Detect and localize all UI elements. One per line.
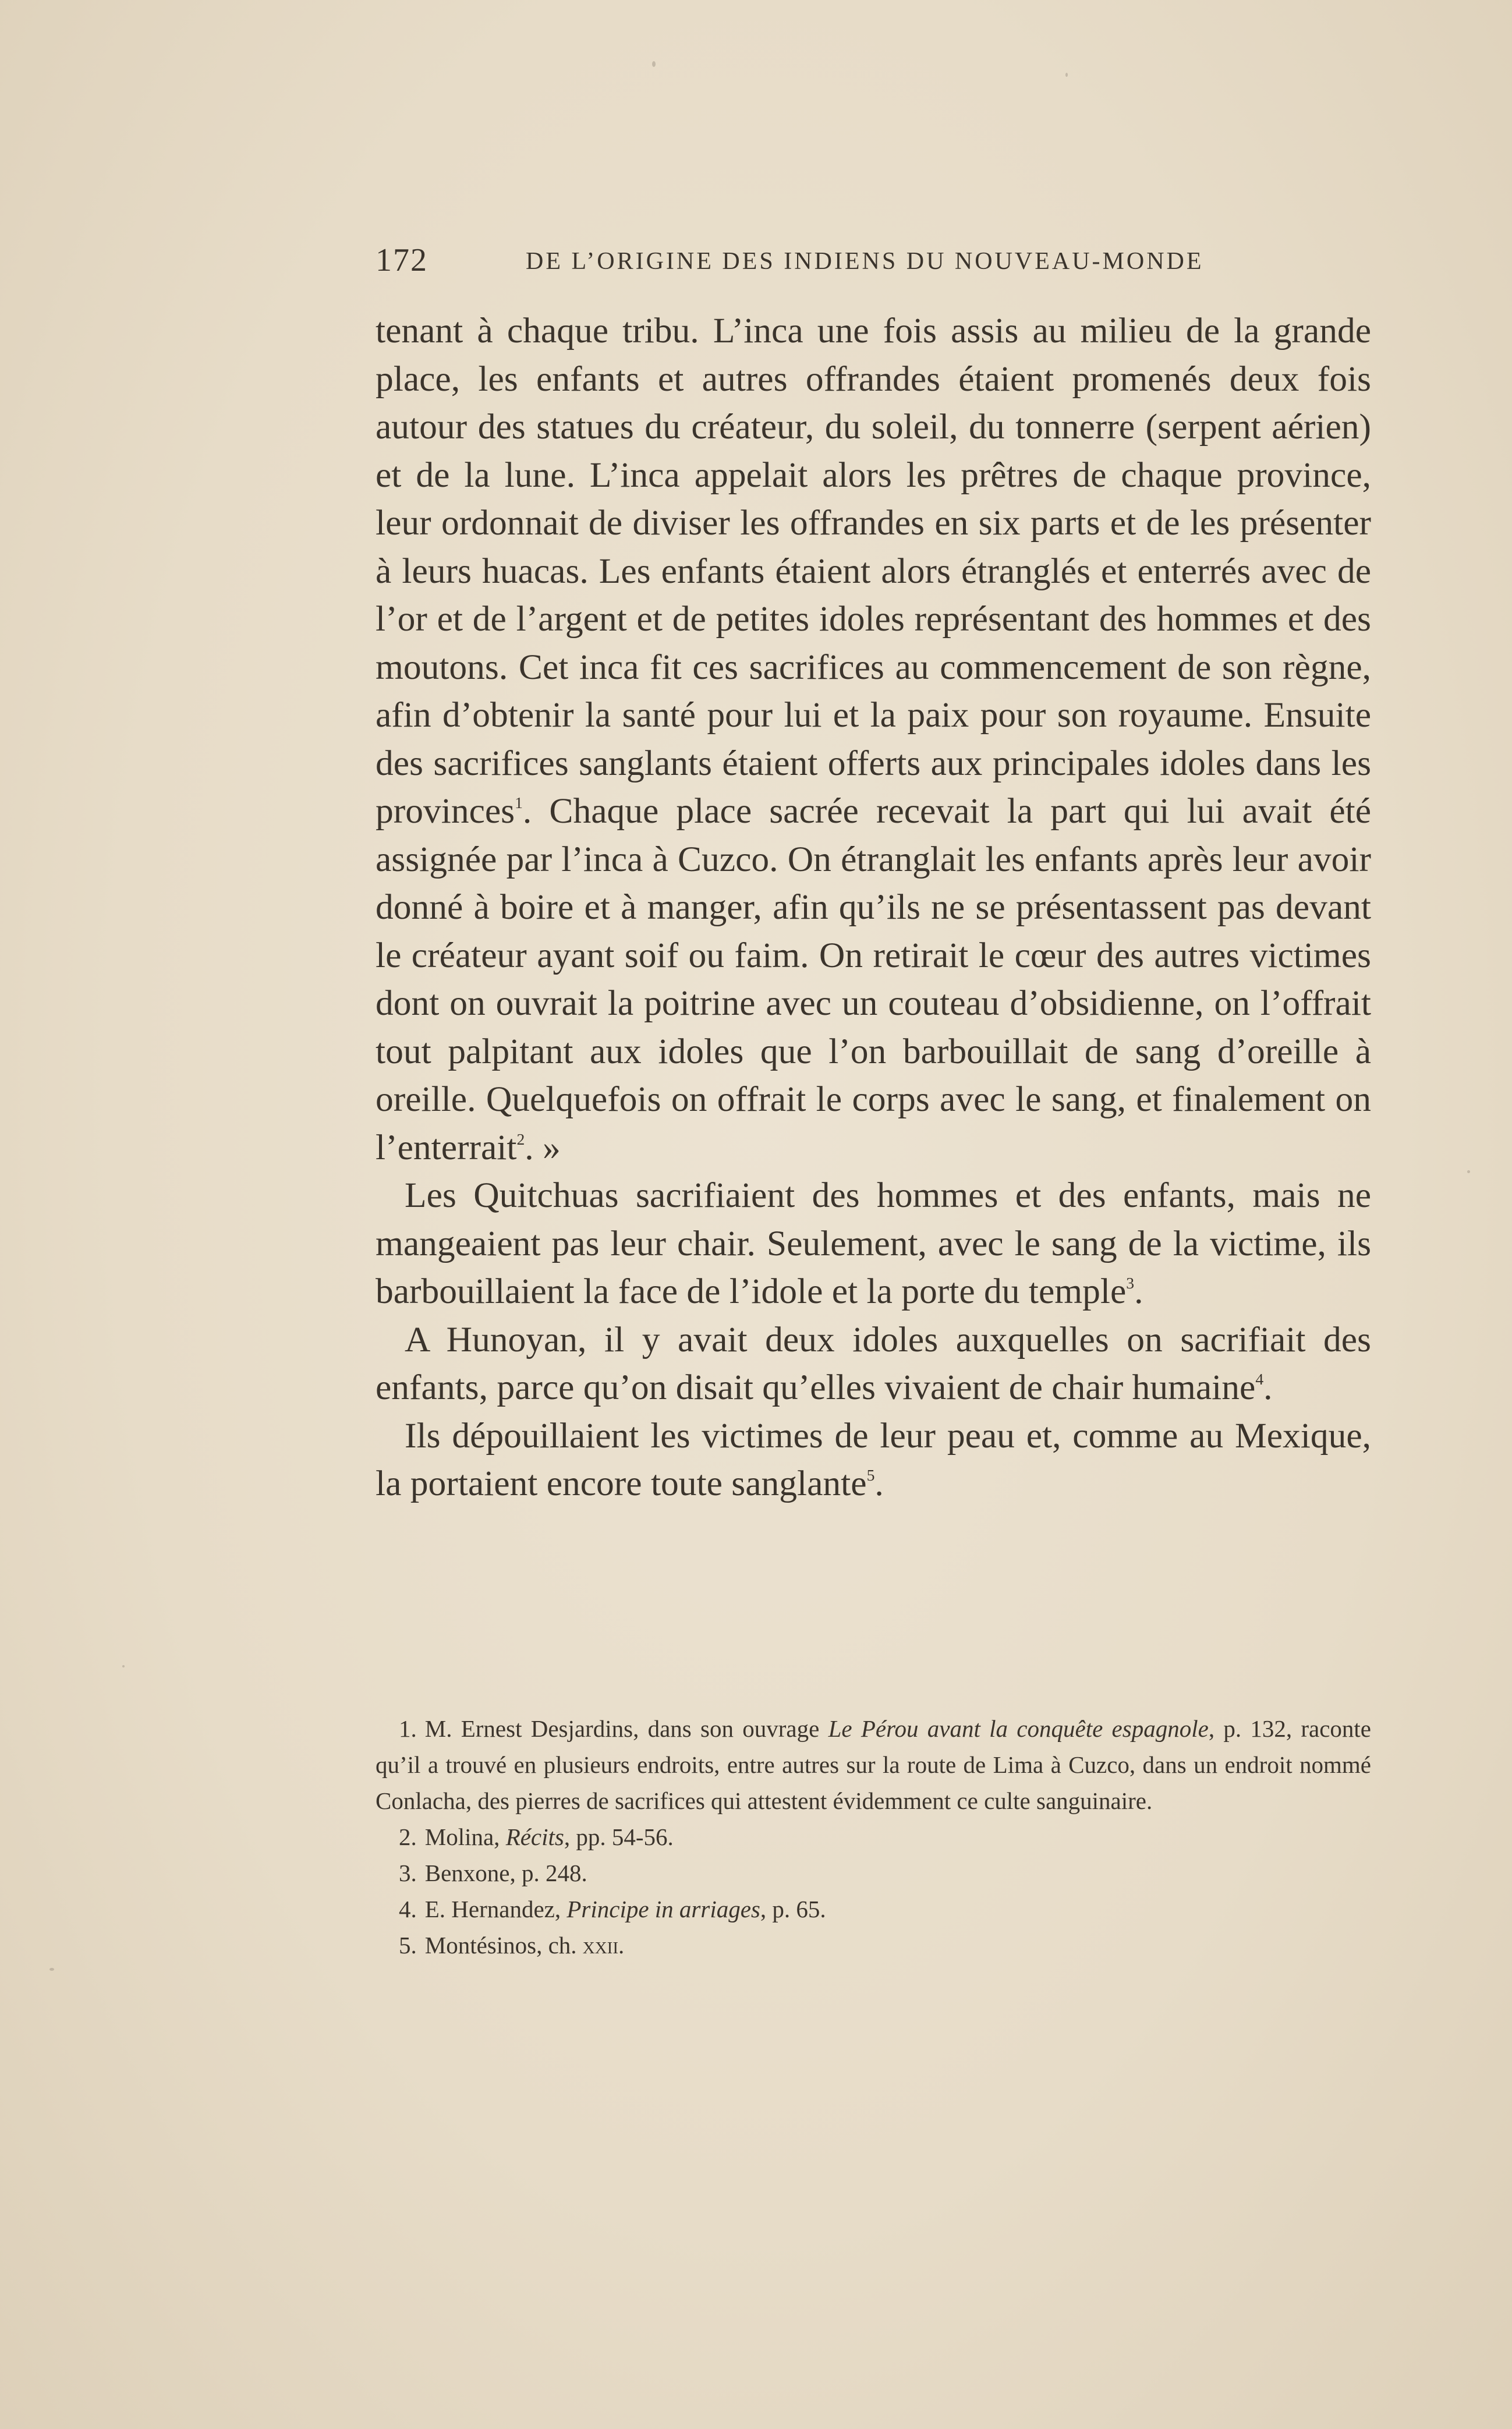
footnote-text: Molina,: [424, 1823, 500, 1850]
paper-speck: [49, 1968, 54, 1971]
footnote-number: 5.: [399, 1932, 417, 1959]
paper-speck: [1065, 73, 1068, 77]
paper-speck: [1467, 1170, 1470, 1173]
paragraph: [376, 1171, 1371, 1316]
footnote-number: 1.: [399, 1715, 417, 1742]
footnote-text: Benxone, p. 248.: [424, 1860, 587, 1886]
footnote: [376, 1855, 1371, 1891]
paragraph: [376, 1412, 1371, 1508]
paragraph-punct: .: [874, 1464, 884, 1503]
footnote: [376, 1711, 1371, 1819]
paragraph-text: tenant à chaque tribu. L’inca une fois assis au milieu de la grande place, les enfants et autres offrandes étaient promenés deux fois autour des statues du créateur, du soleil, du tonnerre (serpent aérien) et de la lune. L’inca appelait alors les prêtres de chaque province, leur ordonnait de diviser les offrandes en six parts et de les présenter à leurs huacas. Les enfants étaient alors étranglés et enterrés avec de l’or et de l’argent et de petites idoles représentant des hommes et des moutons. Cet inca fit ces sacrifices au commencement de son règne, afin d’obtenir la santé pour lui et la paix pour son royaume. Ensuite des sacrifices sanglants étaient offerts aux principales idoles dans les provinces: [376, 311, 1371, 831]
paragraph: [376, 307, 1371, 1171]
footnote-text: E. Hernandez,: [424, 1896, 561, 1922]
paragraph-text: . Chaque place sacrée recevait la part qui lui avait été assignée par l’inca à Cuzco. On étranglait les enfants après leur avoir donné à boire et à manger, afin qu’ils ne se présentassent pas devant le créateur ayant soif ou faim. On retirait le cœur des autres victimes dont on ouvrait la poitrine avec un couteau d’obsidienne, on l’offrait tout palpitant aux idoles que l’on barbouillait de sang d’oreille à oreille. Quelquefois on offrait le corps avec le sang, et finalement on l’enterrait: [376, 791, 1371, 1167]
paragraph-text: Les Quitchuas sacrifiaient des hommes et des enfants, mais ne mangeaient pas leur chair. Seulement, avec le sang de la victime, ils barbouillaient la face de l’idole et la porte du temple: [376, 1175, 1371, 1311]
footnote-text: Montésinos, ch.: [424, 1932, 577, 1959]
footnote-ref[interactable]: 2: [516, 1129, 525, 1148]
footnote-ref[interactable]: 3: [1126, 1274, 1135, 1293]
footnote: [376, 1891, 1371, 1927]
footnote-title: Récits: [505, 1823, 564, 1850]
body-text: [376, 307, 1371, 1508]
footnote-title: Principe in arriages: [566, 1896, 760, 1922]
footnote-number: 2.: [399, 1823, 417, 1850]
paragraph-punct: .: [1134, 1272, 1143, 1311]
paragraph: [376, 1316, 1371, 1412]
footnote-ref[interactable]: 4: [1255, 1370, 1264, 1389]
footnotes: [376, 1711, 1371, 1963]
paragraph-text: Ils dépouillaient les victimes de leur peau et, comme au Mexique, la portaient encore toute sanglante: [376, 1415, 1371, 1503]
footnote-text: , p. 65.: [760, 1896, 826, 1922]
paragraph-text: A Hunoyan, il y avait deux idoles auxquelles on sacrifiait des enfants, parce qu’on disait qu’elles vivaient de chair humaine: [376, 1319, 1371, 1407]
footnote-number: 3.: [399, 1860, 417, 1886]
footnote-chapter: xxii: [582, 1932, 618, 1959]
paper-speck: [122, 1665, 125, 1667]
footnote-ref[interactable]: 5: [866, 1466, 875, 1485]
footnote-text: , p. 132, raconte qu’il a trouvé en plusieurs endroits, entre autres sur la route de Lima à Cuzco, dans un endroit nommé Conlacha, des pierres de sacrifices qui attestent évidemment ce culte sanguinaire.: [376, 1715, 1372, 1814]
footnote-text: , pp. 54-56.: [564, 1823, 674, 1850]
running-title: DE L’ORIGINE DES INDIENS DU NOUVEAU-MONDE: [526, 248, 1204, 275]
page-number: 172: [376, 242, 428, 278]
footnote-text: .: [618, 1932, 625, 1959]
footnote-title: Le Pérou avant la conquête espagnole: [828, 1715, 1209, 1742]
footnote: [376, 1927, 1371, 1963]
paper-speck: [652, 61, 656, 67]
footnote-number: 4.: [399, 1896, 417, 1922]
footnote-ref[interactable]: 1: [515, 794, 523, 812]
paragraph-text: . »: [525, 1127, 561, 1167]
paragraph-punct: .: [1263, 1368, 1273, 1407]
running-head: [376, 242, 1365, 282]
footnote: [376, 1819, 1371, 1855]
footnote-text: M. Ernest Desjardins, dans son ouvrage: [424, 1715, 820, 1742]
